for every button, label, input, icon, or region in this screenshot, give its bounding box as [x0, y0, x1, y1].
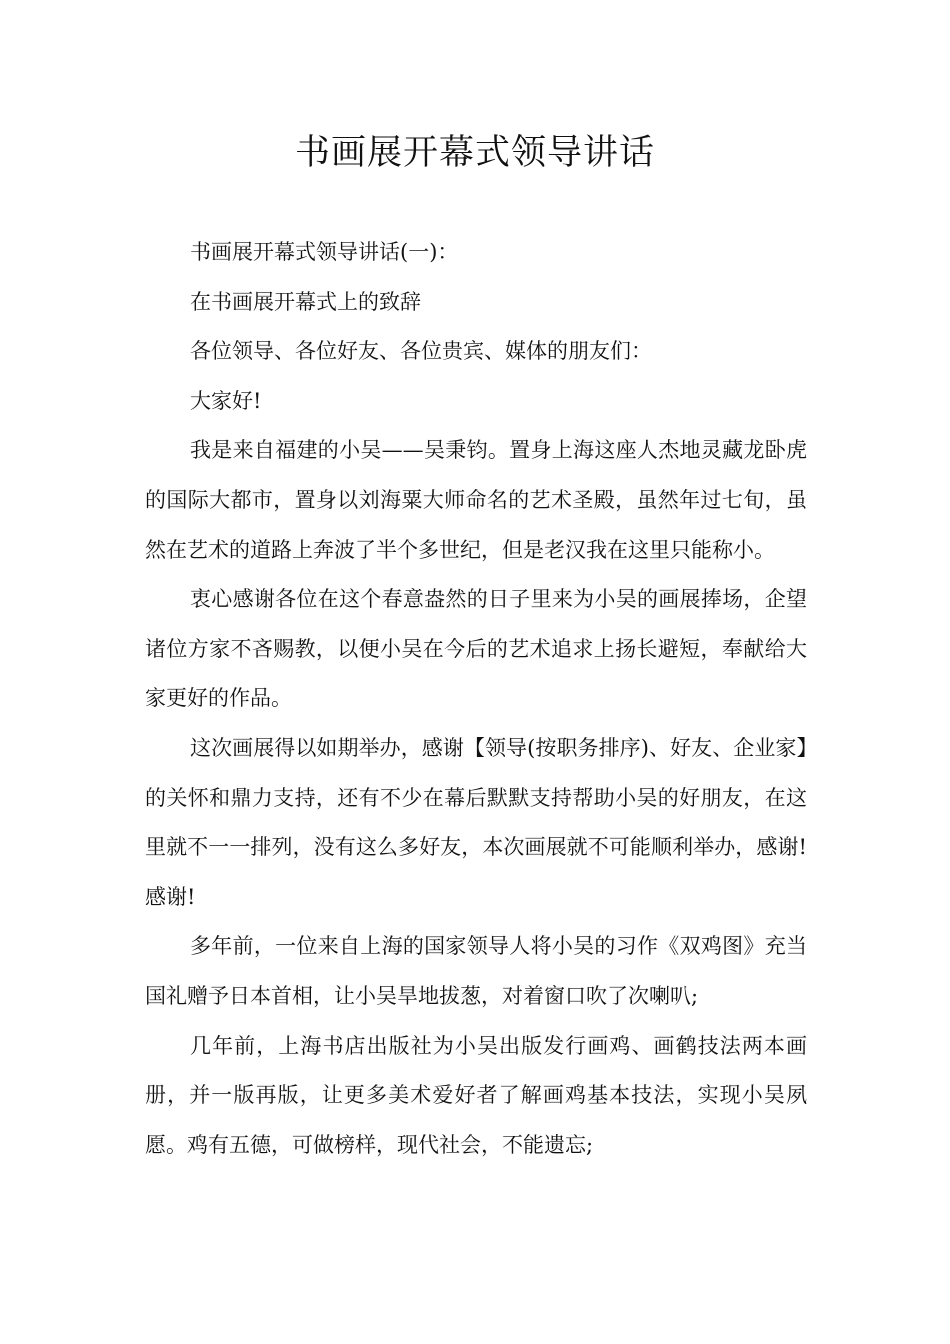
document-title: 书画展开幕式领导讲话	[294, 133, 655, 173]
paragraph-greeting: 大家好!	[190, 388, 262, 413]
paragraph-acknowledgements: 这次画展得以如期举办，感谢【领导(按职务排序)、好友、企业家】的关怀和鼎力支持，还有不少在幕后默默支持帮助小吴的好朋友，在这里就不一一排列，没有这么多好友，本次画展就不可能顺利举办，感谢!感谢!	[145, 735, 807, 909]
paragraph-heading: 书画展开幕式领导讲话(一)：	[190, 240, 459, 264]
paragraph-introduction: 我是来自福建的小吴——吴秉钧。置身上海这座人杰地灵藏龙卧虎的国际大都市，置身以刘海粟大师命名的艺术圣殿，虽然年过七旬，虽然在艺术的道路上奔波了半个多世纪，但是老汉我在这里只能称小。	[145, 438, 807, 562]
paragraph-subtitle: 在书画展开幕式上的致辞	[190, 289, 421, 314]
paragraph-salutation: 各位领导、各位好友、各位贵宾、媒体的朋友们：	[190, 339, 652, 364]
document-body	[145, 228, 807, 1170]
paragraph-thanks: 衷心感谢各位在这个春意盎然的日子里来为小吴的画展捧场，企望诸位方家不吝赐教，以便小吴在今后的艺术追求上扬长避短，奉献给大家更好的作品。	[145, 587, 807, 711]
paragraph-history: 多年前，一位来自上海的国家领导人将小吴的习作《双鸡图》充当国礼赠予日本首相，让小吴旱地拔葱，对着窗口吹了次喇叭;	[145, 934, 807, 1008]
paragraph-publications: 几年前，上海书店出版社为小吴出版发行画鸡、画鹤技法两本画册，并一版再版，让更多美术爱好者了解画鸡基本技法，实现小吴夙愿。鸡有五德，可做榜样，现代社会，不能遗忘;	[145, 1033, 807, 1157]
